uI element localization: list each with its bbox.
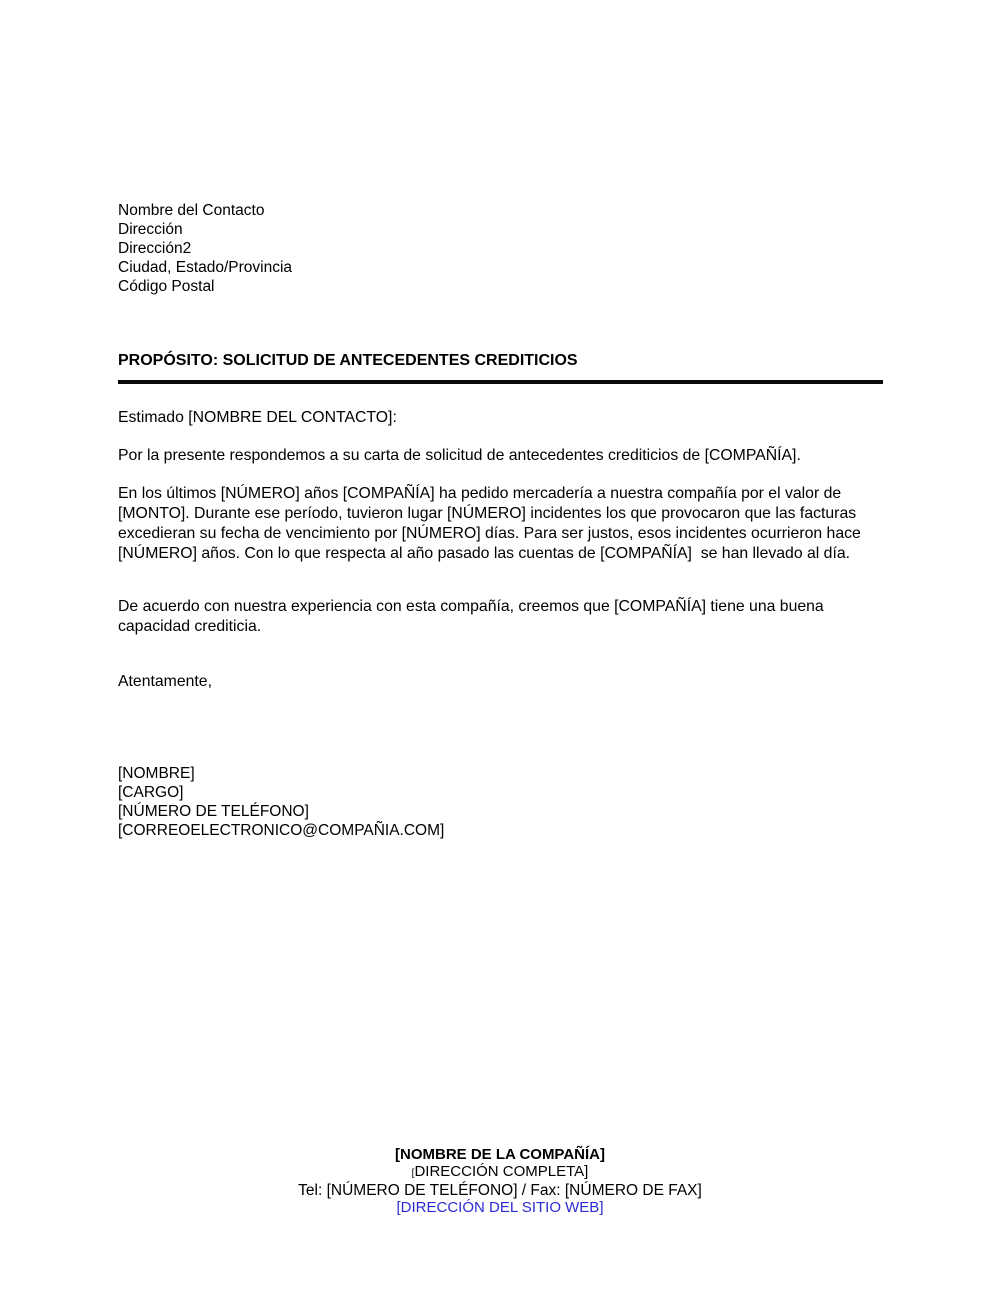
signature-phone: [NÚMERO DE TELÉFONO]: [118, 803, 309, 820]
footer-website-link[interactable]: [DIRECCIÓN DEL SITIO WEB]: [396, 1199, 604, 1216]
closing-salutation: Atentamente,: [118, 673, 212, 690]
subject-divider: [118, 380, 883, 384]
body-paragraph-2: En los últimos [NÚMERO] años [COMPAÑÍA] ha pedido mercadería a nuestra compañía por el valor de [MONTO]. Durante ese período, tuvieron lugar [NÚMERO] incidentes los que provocaron que las facturas excedieran su fecha de vencimiento por [NÚMERO] días. Para ser justos, esos incidentes ocurrieron hace [NÚMERO] años. Con lo que respecta al año pasado las cuentas de [COMPAÑÍA] se han llevado al día.: [118, 485, 866, 562]
body-paragraph-3: De acuerdo con nuestra experiencia con esta compañía, creemos que [COMPAÑÍA] tiene una buena capacidad crediticia.: [118, 598, 829, 635]
recipient-city-state: Ciudad, Estado/Provincia: [118, 259, 293, 276]
salutation: Estimado [NOMBRE DEL CONTACTO]:: [118, 409, 397, 426]
subject-line: PROPÓSITO: SOLICITUD DE ANTECEDENTES CREDITICIOS: [118, 352, 578, 369]
signature-title: [CARGO]: [118, 784, 184, 801]
signature-email: [CORREOELECTRONICO@COMPAÑIA.COM]: [118, 822, 445, 839]
footer-phone-fax: Tel: [NÚMERO DE TELÉFONO] / Fax: [NÚMERO DE FAX]: [298, 1182, 702, 1199]
letter-footer: [0, 1146, 1000, 1216]
recipient-address-line2: Dirección2: [118, 240, 192, 257]
footer-address-open-bracket: [: [411, 1168, 415, 1179]
footer-company-address: [0, 1164, 1000, 1182]
recipient-address-line1: Dirección: [118, 221, 183, 238]
recipient-postal-code: Código Postal: [118, 278, 215, 295]
footer-website-line: [0, 1199, 1000, 1216]
body-paragraph-1: Por la presente respondemos a su carta de solicitud de antecedentes crediticios de [COMPAÑÍA].: [118, 447, 801, 464]
recipient-contact-name: Nombre del Contacto: [118, 202, 265, 219]
signature-name: [NOMBRE]: [118, 765, 195, 782]
signature-block: [118, 764, 883, 840]
footer-company-name: [NOMBRE DE LA COMPAÑÍA]: [395, 1146, 605, 1163]
recipient-address-block: [118, 201, 883, 296]
footer-address-text: DIRECCIÓN COMPLETA]: [414, 1163, 589, 1180]
